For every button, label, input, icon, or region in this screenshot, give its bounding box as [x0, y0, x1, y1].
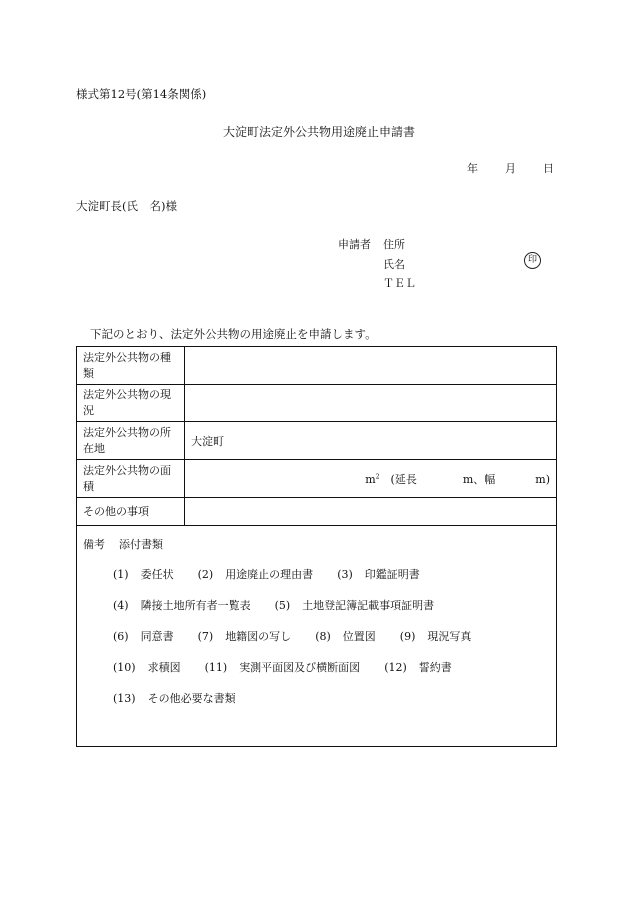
area-label: 法定外公共物の面積 [77, 460, 185, 498]
attachment-number: (2) [197, 568, 214, 581]
applicant-role-label: 申請者 [338, 238, 371, 251]
attachment-text: 土地登記簿記載事項証明書 [302, 599, 435, 612]
attachment-text: 隣接土地所有者一覧表 [140, 599, 251, 612]
attachment-text: 印鑑証明書 [364, 568, 420, 581]
attachment-number: (6) [113, 630, 129, 643]
attachment-item [275, 597, 435, 613]
other-field[interactable] [185, 498, 557, 526]
attachment-item [205, 659, 361, 675]
notes-heading: 備考 [83, 538, 105, 551]
date-month-label: 月 [505, 162, 516, 175]
application-table [76, 346, 557, 747]
attachment-number: (13) [113, 692, 136, 705]
attachment-item [400, 628, 472, 644]
attachment-number: (3) [337, 568, 353, 581]
attachment-number: (4) [113, 599, 129, 612]
attachment-number: (8) [315, 630, 331, 643]
addressee: 大淀町長(氏 名)様 [76, 199, 177, 213]
attachment-text: 地籍図の写し [225, 630, 292, 643]
attachment-item [113, 690, 236, 706]
applicant-block [338, 235, 416, 294]
other-label: その他の事項 [77, 498, 185, 526]
attachment-text: 委任状 [140, 568, 174, 581]
attachment-number: (10) [113, 661, 136, 674]
area-width-label: m、幅 [462, 472, 496, 486]
table-row [77, 422, 557, 460]
status-field[interactable] [185, 385, 557, 422]
area-field[interactable] [185, 460, 557, 498]
attachment-number: (5) [274, 599, 291, 612]
notes-row [77, 526, 557, 747]
attachment-item [198, 566, 314, 582]
attachment-item [113, 597, 251, 613]
attachment-item [315, 628, 376, 644]
page-title: 大淀町法定外公共物用途廃止申請書 [222, 125, 415, 139]
attachment-text: 現況写真 [427, 630, 472, 643]
seal-icon: 印 [524, 252, 541, 269]
attachment-line [113, 597, 550, 628]
date-year-label: 年 [467, 162, 478, 175]
area-end-label: m) [535, 472, 550, 486]
attachment-number: (7) [197, 630, 214, 643]
address-label: 住所 [383, 238, 405, 251]
table-row [77, 347, 557, 385]
attachment-item [113, 628, 174, 644]
attachment-item [198, 628, 292, 644]
date-line [467, 160, 554, 176]
attachment-line [113, 690, 550, 721]
attachment-text: 求積図 [147, 661, 181, 674]
table-row [77, 460, 557, 498]
attachment-item [113, 659, 181, 675]
area-unit-sup: 2 [375, 472, 380, 480]
location-label: 法定外公共物の所在地 [77, 422, 185, 460]
attachment-number: (12) [384, 661, 407, 674]
attachments-list [83, 566, 550, 721]
area-unit: m [365, 472, 376, 486]
status-label: 法定外公共物の現況 [77, 385, 185, 422]
attachment-item [113, 566, 174, 582]
attachment-number: (9) [399, 630, 416, 643]
attachment-number: (11) [204, 661, 228, 674]
attachment-text: 実測平面図及び横断面図 [239, 661, 361, 674]
attachment-text: 用途廃止の理由書 [225, 568, 314, 581]
attachment-text: その他必要な書類 [147, 692, 236, 705]
intro-text: 下記のとおり、法定外公共物の用途廃止を申請します。 [90, 327, 377, 341]
attachment-text: 同意書 [140, 630, 174, 643]
location-field[interactable]: 大淀町 [185, 422, 557, 460]
tel-label: ＴＥＬ [383, 277, 416, 290]
table-row [77, 385, 557, 422]
form-number: 様式第12号(第14条関係) [76, 87, 207, 101]
table-row [77, 498, 557, 526]
attachments-heading: 添付書類 [119, 538, 163, 551]
notes-cell [77, 526, 557, 747]
date-day-label: 日 [543, 162, 554, 175]
area-length-label: (延長 [390, 472, 417, 486]
attachment-item [337, 566, 420, 582]
attachment-line [113, 566, 550, 597]
attachment-text: 位置図 [342, 630, 376, 643]
attachment-line [113, 659, 550, 690]
type-label: 法定外公共物の種類 [77, 347, 185, 385]
attachment-item [384, 659, 452, 675]
name-label: 氏名 [383, 257, 405, 271]
attachment-line [113, 628, 550, 659]
attachment-text: 誓約書 [418, 661, 452, 674]
attachment-number: (1) [113, 568, 129, 581]
type-field[interactable] [185, 347, 557, 385]
